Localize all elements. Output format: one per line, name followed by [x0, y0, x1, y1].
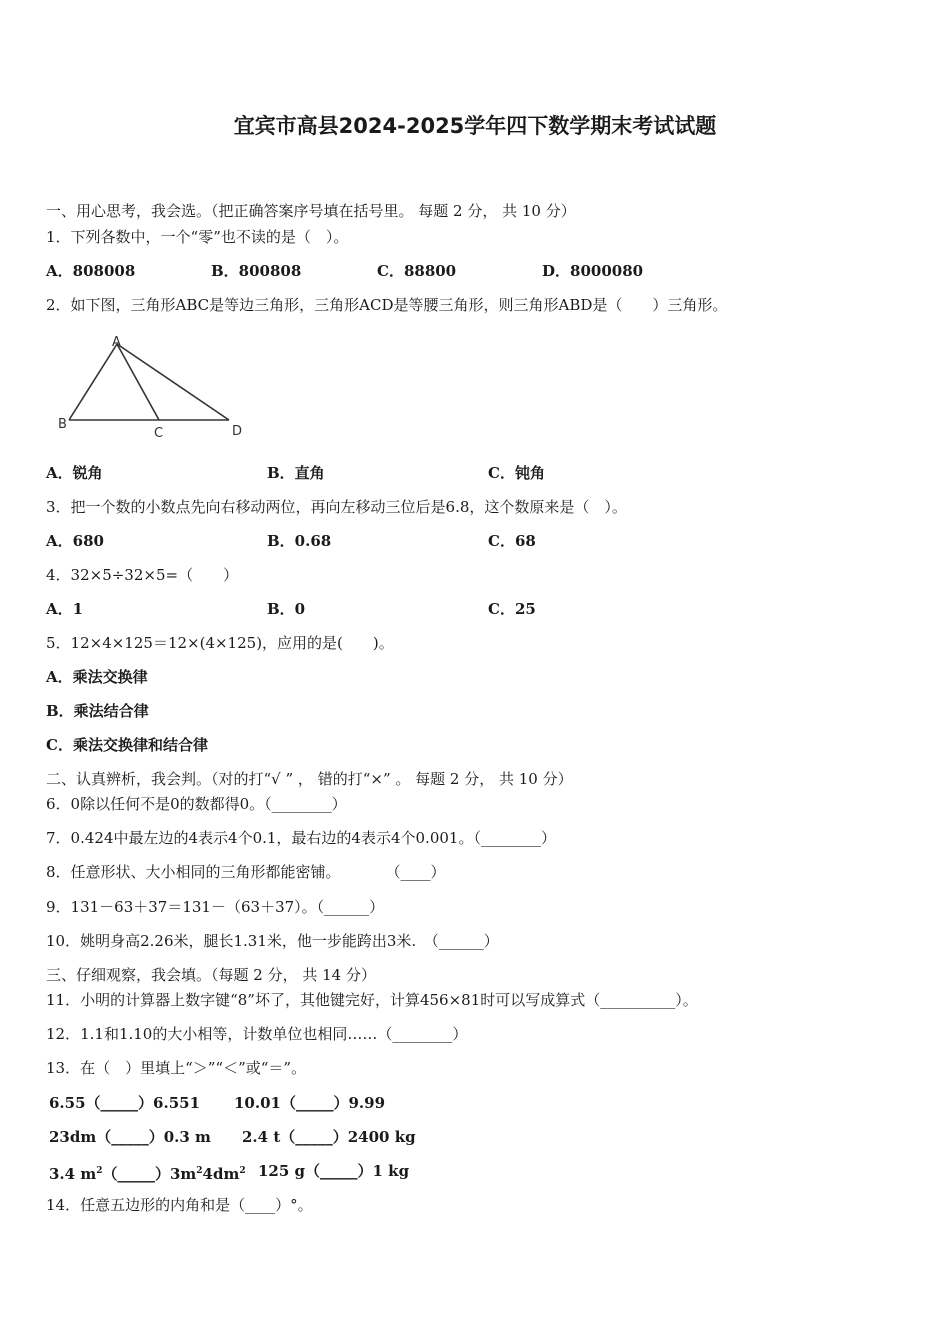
question-5-stem: 5．12×4×125＝12×(4×125)，应用的是( )。 — [46, 634, 394, 652]
compare-item-area: 3.4 $m^2(\_\_\_\_\_)3m^24dm^2$ — [49, 1165, 246, 1183]
section3-header: 三、仔细观察，我会填。（每题 2 分， 共 14 分） — [46, 966, 376, 984]
label-d: D — [232, 424, 243, 439]
option-a[interactable]: A．808008 — [46, 262, 136, 280]
question-10: 10．姚明身高2.26米，腿长1.31米，他一步能跨出3米. （______） — [46, 932, 499, 950]
section2-header: 二、认真辨析，我会判。（对的打“√ ” ， 错的打“×” 。 每题 2 分， 共 10 分） — [46, 770, 573, 788]
label-b: B — [58, 417, 67, 432]
option-b[interactable]: B．0.68 — [267, 532, 332, 550]
compare-item: 10.01（_____）9.99 — [234, 1094, 386, 1112]
option-b[interactable]: B．800808 — [211, 262, 302, 280]
option-a[interactable]: A．锐角 — [46, 464, 103, 482]
question-8: 8．任意形状、大小相同的三角形都能密铺。 （____） — [46, 863, 446, 881]
option-a[interactable]: A．1 — [46, 600, 84, 618]
question-5-option-b[interactable]: B．乘法结合律 — [46, 702, 149, 720]
question-14: 14．任意五边形的内角和是（____）°。 — [46, 1196, 313, 1214]
question-5-option-a[interactable]: A．乘法交换律 — [46, 668, 148, 686]
page-title: 宜宾市高县2024-2025学年四下数学期末考试试题 — [233, 114, 717, 138]
edge-ac — [117, 344, 159, 420]
label-a: A — [112, 335, 121, 350]
question-2-stem: 2．如下图，三角形ABC是等边三角形，三角形ACD是等腰三角形，则三角形ABD是（ ）三角形。 — [46, 296, 728, 314]
option-b[interactable]: B．直角 — [267, 464, 325, 482]
section1-header: 一、用心思考，我会选。（把正确答案序号填在括号里。 每题 2 分， 共 10 分） — [46, 202, 576, 220]
compare-item: 23dm（_____）0.3 m — [49, 1128, 211, 1146]
compare-item: 6.55（_____）6.551 — [49, 1094, 201, 1112]
question-1-stem: 1．下列各数中，一个“零”也不读的是（ ）。 — [46, 228, 349, 246]
option-c[interactable]: C．68 — [488, 532, 536, 550]
question-6: 6．0除以任何不是0的数都得0。（________） — [46, 795, 347, 813]
question-4-stem: 4．32×5÷32×5=（ ） — [46, 566, 239, 584]
question-11: 11．小明的计算器上数字键“8”坏了，其他键完好，计算456×81时可以写成算式（__________）。 — [46, 991, 698, 1009]
option-c[interactable]: C．88800 — [377, 262, 457, 280]
edge-ab — [69, 344, 117, 420]
question-13-stem: 13．在（ ）里填上“＞”“＜”或“＝”。 — [46, 1059, 307, 1077]
compare-item: 2.4 t（_____）2400 kg — [242, 1128, 416, 1146]
question-7: 7．0.424中最左边的4表示4个0.1，最右边的4表示4个0.001。（________） — [46, 829, 556, 847]
option-c[interactable]: C．25 — [488, 600, 536, 618]
option-b[interactable]: B．0 — [267, 600, 306, 618]
question-9: 9．131－63＋37＝131－（63＋37）。（______） — [46, 898, 385, 916]
edge-ad — [117, 344, 229, 420]
question-3-stem: 3．把一个数的小数点先向右移动两位，再向左移动三位后是6.8，这个数原来是（ ）。 — [46, 498, 627, 516]
compare-item: 125 g（_____）1 kg — [258, 1162, 410, 1180]
question-12: 12．1.1和1.10的大小相等，计数单位也相同……（________） — [46, 1025, 468, 1043]
triangle-figure — [56, 330, 256, 442]
option-d[interactable]: D．8000080 — [542, 262, 644, 280]
option-c[interactable]: C．钝角 — [488, 464, 545, 482]
label-c: C — [154, 426, 164, 441]
question-5-option-c[interactable]: C．乘法交换律和结合律 — [46, 736, 208, 754]
option-a[interactable]: A．680 — [46, 532, 104, 550]
